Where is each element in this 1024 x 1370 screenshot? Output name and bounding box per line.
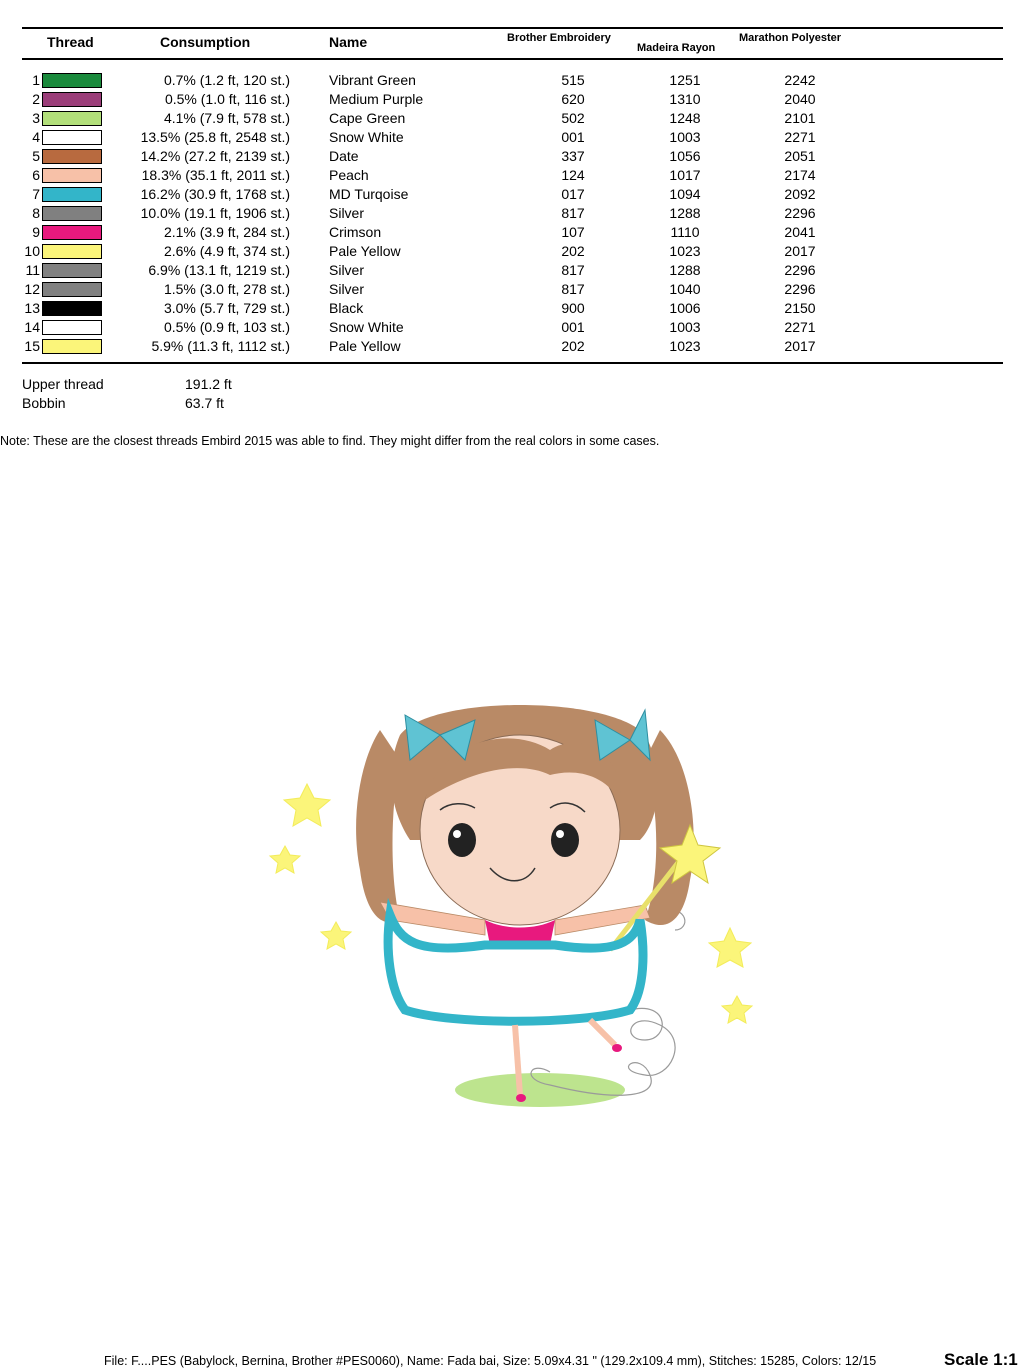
thread-name: Snow White xyxy=(329,319,404,335)
thread-consumption: 1.5% (3.0 ft, 278 st.) xyxy=(163,281,290,297)
thread-consumption: 3.0% (5.7 ft, 729 st.) xyxy=(163,300,290,316)
thread-name: Cape Green xyxy=(329,110,406,126)
thread-consumption: 14.2% (27.2 ft, 2139 st.) xyxy=(140,148,290,164)
madeira-code: 1094 xyxy=(669,186,701,202)
marathon-code: 2017 xyxy=(784,243,816,259)
marathon-code: 2271 xyxy=(784,129,816,145)
marathon-code: 2040 xyxy=(784,91,816,107)
thread-number: 10 xyxy=(24,243,40,259)
header-name: Name xyxy=(329,34,368,50)
color-swatch xyxy=(42,225,102,240)
thread-number: 6 xyxy=(32,167,40,183)
thread-consumption: 4.1% (7.9 ft, 578 st.) xyxy=(163,110,290,126)
table-header-rule xyxy=(22,58,1003,60)
thread-number: 11 xyxy=(25,262,40,278)
color-swatch xyxy=(42,206,102,221)
thread-note: Note: These are the closest threads Embird 2015 was able to find. They might differ from the real colors in some cases. xyxy=(0,434,660,448)
bobbin-label: Bobbin xyxy=(22,395,66,411)
brother-code: 817 xyxy=(561,262,585,278)
madeira-code: 1248 xyxy=(669,110,701,126)
header-madeira: Madeira Rayon xyxy=(637,42,716,54)
table-row xyxy=(0,110,1024,129)
embroidery-preview xyxy=(250,680,790,1120)
bobbin-value: 63.7 ft xyxy=(185,395,224,411)
thread-name: Medium Purple xyxy=(329,91,424,107)
shoe xyxy=(516,1094,526,1102)
marathon-code: 2296 xyxy=(784,281,816,297)
thread-consumption: 2.6% (4.9 ft, 374 st.) xyxy=(163,243,290,259)
thread-name: Silver xyxy=(329,281,365,297)
thread-consumption: 6.9% (13.1 ft, 1219 st.) xyxy=(148,262,290,278)
thread-name: MD Turqoise xyxy=(329,186,409,202)
brother-code: 001 xyxy=(561,129,585,145)
color-swatch xyxy=(42,73,102,88)
table-row xyxy=(0,148,1024,167)
shoe xyxy=(612,1044,622,1052)
table-row xyxy=(0,72,1024,91)
marathon-code: 2174 xyxy=(784,167,816,183)
thread-name: Crimson xyxy=(329,224,382,240)
thread-number: 13 xyxy=(24,300,40,316)
table-row xyxy=(0,262,1024,281)
madeira-code: 1006 xyxy=(669,300,701,316)
thread-number: 3 xyxy=(32,110,40,126)
header-marathon: Marathon Polyester xyxy=(739,32,842,44)
color-swatch xyxy=(42,244,102,259)
table-row xyxy=(0,319,1024,338)
brother-code: 817 xyxy=(561,205,585,221)
thread-name: Peach xyxy=(329,167,369,183)
thread-number: 5 xyxy=(32,148,40,164)
madeira-code: 1110 xyxy=(670,224,700,240)
thread-number: 9 xyxy=(32,224,40,240)
upper-thread-value: 191.2 ft xyxy=(185,376,232,392)
brother-code: 620 xyxy=(561,91,585,107)
color-swatch xyxy=(42,149,102,164)
marathon-code: 2101 xyxy=(784,110,816,126)
color-swatch xyxy=(42,282,102,297)
header-brother: Brother Embroidery xyxy=(507,32,611,44)
marathon-code: 2296 xyxy=(784,205,816,221)
marathon-code: 2051 xyxy=(784,148,816,164)
thread-consumption: 13.5% (25.8 ft, 2548 st.) xyxy=(140,129,290,145)
table-row xyxy=(0,243,1024,262)
thread-name: Black xyxy=(329,300,364,316)
file-info: File: F....PES (Babylock, Bernina, Brother #PES0060), Name: Fada bai, Size: 5.09x4.31 " (129.2x109.4 mm), Stitches: 15285, Colors: 12/15 xyxy=(104,1354,877,1368)
brother-code: 107 xyxy=(561,224,585,240)
thread-consumption: 10.0% (19.1 ft, 1906 st.) xyxy=(140,205,290,221)
madeira-code: 1288 xyxy=(669,205,701,221)
color-swatch xyxy=(42,320,102,335)
marathon-code: 2150 xyxy=(784,300,816,316)
right-eye xyxy=(551,823,579,857)
thread-number: 2 xyxy=(32,91,40,107)
color-swatch xyxy=(42,339,102,354)
thread-name: Date xyxy=(329,148,359,164)
table-row xyxy=(0,167,1024,186)
madeira-code: 1017 xyxy=(669,167,701,183)
marathon-code: 2271 xyxy=(784,319,816,335)
marathon-code: 2041 xyxy=(784,224,816,240)
legs xyxy=(590,1020,615,1045)
table-row xyxy=(0,91,1024,110)
marathon-code: 2296 xyxy=(784,262,816,278)
brother-code: 017 xyxy=(561,186,585,202)
thread-consumption: 18.3% (35.1 ft, 2011 st.) xyxy=(141,167,290,183)
table-row xyxy=(0,338,1024,357)
madeira-code: 1310 xyxy=(669,91,701,107)
madeira-code: 1056 xyxy=(669,148,701,164)
left-eye xyxy=(448,823,476,857)
madeira-code: 1003 xyxy=(669,129,701,145)
madeira-code: 1040 xyxy=(669,281,701,297)
thread-number: 7 xyxy=(32,186,40,202)
thread-number: 15 xyxy=(24,338,40,354)
madeira-code: 1288 xyxy=(669,262,701,278)
marathon-code: 2242 xyxy=(784,72,816,88)
brother-code: 515 xyxy=(561,72,585,88)
brother-code: 001 xyxy=(561,319,585,335)
madeira-code: 1023 xyxy=(669,338,701,354)
table-row xyxy=(0,300,1024,319)
thread-consumption: 5.9% (11.3 ft, 1112 st.) xyxy=(151,338,290,354)
color-swatch xyxy=(42,130,102,145)
table-top-rule xyxy=(22,27,1003,29)
table-row xyxy=(0,281,1024,300)
table-bottom-rule xyxy=(22,362,1003,364)
color-swatch xyxy=(42,111,102,126)
brother-code: 337 xyxy=(561,148,585,164)
color-swatch xyxy=(42,92,102,107)
thread-name: Pale Yellow xyxy=(329,243,401,259)
brother-code: 900 xyxy=(561,300,585,316)
color-swatch xyxy=(42,263,102,278)
upper-thread-label: Upper thread xyxy=(22,376,104,392)
color-swatch xyxy=(42,301,102,316)
thread-number: 1 xyxy=(32,72,40,88)
brother-code: 202 xyxy=(561,338,585,354)
header-consumption: Consumption xyxy=(160,34,251,50)
brother-code: 124 xyxy=(561,167,585,183)
thread-number: 14 xyxy=(24,319,40,335)
table-row xyxy=(0,186,1024,205)
thread-consumption: 0.7% (1.2 ft, 120 st.) xyxy=(163,72,290,88)
brother-code: 817 xyxy=(561,281,585,297)
thread-name: Snow White xyxy=(329,129,404,145)
thread-consumption: 0.5% (1.0 ft, 116 st.) xyxy=(164,91,290,107)
color-swatch xyxy=(42,168,102,183)
thread-name: Silver xyxy=(329,262,365,278)
thread-consumption: 16.2% (30.9 ft, 1768 st.) xyxy=(140,186,290,202)
header-thread: Thread xyxy=(47,34,94,50)
table-row xyxy=(0,224,1024,243)
table-row xyxy=(0,129,1024,148)
thread-name: Silver xyxy=(329,205,365,221)
thread-number: 4 xyxy=(32,129,40,145)
grass-patch xyxy=(455,1073,625,1107)
brother-code: 502 xyxy=(561,110,585,126)
marathon-code: 2092 xyxy=(784,186,816,202)
color-swatch xyxy=(42,187,102,202)
scale-label: Scale 1:1 xyxy=(944,1350,1018,1369)
thread-number: 12 xyxy=(24,281,40,297)
thread-consumption: 2.1% (3.9 ft, 284 st.) xyxy=(163,224,290,240)
madeira-code: 1023 xyxy=(669,243,701,259)
marathon-code: 2017 xyxy=(784,338,816,354)
thread-name: Pale Yellow xyxy=(329,338,401,354)
madeira-code: 1003 xyxy=(669,319,701,335)
thread-consumption: 0.5% (0.9 ft, 103 st.) xyxy=(163,319,290,335)
madeira-code: 1251 xyxy=(669,72,701,88)
thread-name: Vibrant Green xyxy=(329,72,416,88)
thread-number: 8 xyxy=(32,205,40,221)
table-row xyxy=(0,205,1024,224)
brother-code: 202 xyxy=(561,243,585,259)
